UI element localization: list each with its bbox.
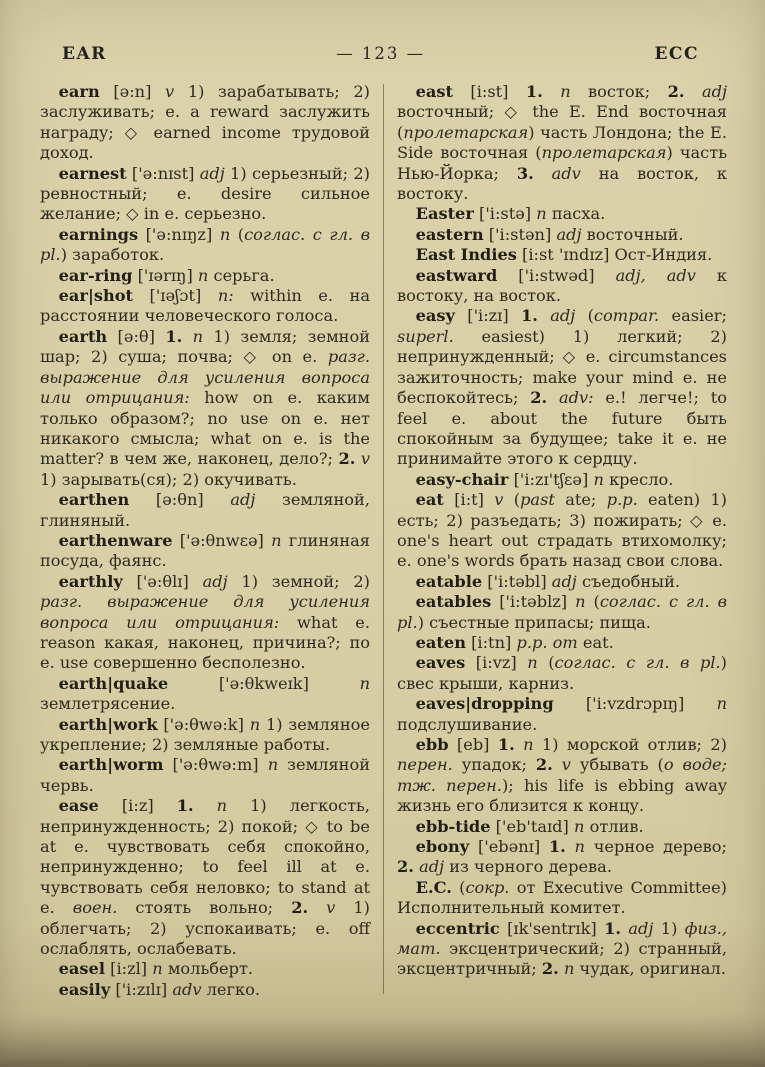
entry-text: ['i:stə] — [473, 204, 537, 224]
entry-text: съедобный. — [576, 571, 680, 591]
grammar-label: adv — [551, 163, 581, 183]
entry-text: ['ə:nɪst] — [126, 163, 200, 183]
entry-text: ( — [585, 592, 600, 612]
entry-text: ['i:təbl] — [482, 571, 552, 591]
entry-text: 1) земля; земной шар; 2) суша; почва; ◇ on e. — [40, 326, 370, 367]
grammar-label: n — [192, 326, 204, 346]
dictionary-entry — [40, 490, 370, 531]
entry-text — [685, 82, 702, 101]
entry-text: [i:zl] — [104, 959, 153, 979]
entry-text: на восток, к востоку. — [397, 163, 727, 204]
entry-text: [i:st] — [453, 82, 526, 101]
entry-text: стоять вольно; — [117, 898, 292, 918]
entry-text: 1) морской отлив; 2) — [533, 735, 727, 754]
dictionary-entry — [40, 796, 370, 959]
grammar-label: adj — [550, 306, 576, 326]
entry-text: ['ə:nɪŋz] — [138, 224, 220, 244]
headword: eaves — [415, 653, 466, 673]
entry-text: 1) облегчать; 2) успокаивать; e. off ослаблять, ослабевать. — [40, 898, 370, 959]
grammar-label: n — [271, 530, 282, 550]
entry-text: от Executive Committee) Исполнительный комитет. — [397, 877, 727, 918]
grammar-label: past — [520, 490, 555, 510]
grammar-label: воен. — [72, 898, 118, 918]
grammar-label: n — [716, 694, 727, 714]
grammar-label: пролетарская — [403, 122, 529, 142]
entry-text: ( — [230, 224, 245, 244]
grammar-label: n — [574, 837, 585, 857]
column-right — [397, 82, 727, 1000]
headword: east — [415, 82, 454, 101]
entry-text: [ə:θn] — [129, 490, 231, 510]
guide-word-right: ECC — [654, 44, 699, 64]
grammar-label: adj — [551, 571, 577, 591]
sense-number: 3. — [516, 163, 534, 183]
entry-text: ['ə:θkweɪk] — [168, 673, 360, 693]
entry-text — [553, 755, 562, 774]
entry-text: 1) серьезный; 2) ревностный; e. desire сильное желание; ◇ in e. серьезно. — [40, 163, 370, 224]
dictionary-entry — [40, 755, 370, 796]
entry-text — [543, 82, 560, 101]
entry-text: [i:st 'ɪndɪz] Ост-Индия. — [516, 245, 713, 265]
headword: easel — [58, 959, 105, 979]
grammar-label: adv: — [558, 388, 594, 408]
dictionary-entry — [40, 286, 370, 327]
entry-text: легко. — [201, 979, 260, 999]
entry-text: земляной, глиняный. — [40, 490, 370, 530]
entry-text: [i:t] — [443, 490, 495, 510]
dictionary-entry — [397, 735, 727, 817]
entry-text: ['i:zɪ] — [454, 306, 521, 326]
dictionary-entry — [397, 572, 727, 592]
entry-text: к востоку, на восток. — [397, 265, 728, 306]
entry-text: ) свес крыши, карниз. — [397, 653, 727, 693]
dictionary-entry — [397, 817, 727, 837]
entry-text: ( — [575, 306, 594, 326]
dictionary-entry — [40, 225, 370, 266]
headword: ebony — [415, 837, 470, 857]
headword: earthen — [58, 490, 130, 510]
entry-text: отлив. — [584, 816, 644, 836]
dictionary-entry — [40, 327, 370, 490]
headword: ebb-tide — [415, 816, 491, 836]
entry-text: what e. reason какая, наконец, причина?; по e. use совершенно бесполезно. — [40, 612, 370, 673]
grammar-label: adv — [172, 979, 202, 999]
grammar-label: n — [197, 265, 209, 285]
entry-text: ( — [503, 490, 521, 510]
page-number: — 123 — — [336, 44, 426, 63]
headword: easy-chair — [415, 469, 509, 489]
entry-text — [566, 837, 575, 856]
grammar-label: разг. выражение для усиления вопроса или отрицания: — [40, 592, 370, 632]
dictionary-entry — [397, 592, 727, 633]
headword: easily — [58, 979, 111, 999]
dictionary-entry — [40, 82, 370, 164]
entry-text: ate; — [554, 490, 607, 510]
entry-text: ['ebənɪ] — [469, 837, 549, 857]
entry-text: ['ə:θnwɛə] — [172, 530, 272, 550]
dictionary-entry — [397, 306, 727, 469]
entry-text: 1) — [653, 918, 685, 938]
grammar-label: соглас. с гл. в pl. — [397, 592, 728, 632]
grammar-label: adj — [199, 163, 225, 183]
entry-text: [ɪk'sentrɪk] — [499, 918, 605, 938]
entry-text: глиняная посуда, фаянс. — [40, 530, 370, 571]
grammar-label: перен. — [397, 755, 453, 775]
entry-text: ['i:stən] — [483, 224, 557, 244]
sense-number: 1. — [497, 735, 515, 754]
grammar-label: adj — [701, 82, 727, 101]
headword: eat — [415, 490, 444, 510]
sense-number: 1. — [604, 918, 621, 938]
column-divider — [383, 84, 384, 994]
grammar-label: n — [523, 735, 534, 754]
grammar-label: n — [575, 592, 586, 612]
headword: Easter — [415, 204, 474, 224]
grammar-label: v — [360, 449, 370, 469]
grammar-label: superl. — [397, 326, 454, 346]
entry-text: ['ə:θlɪ] — [122, 571, 203, 591]
sense-number: 2. — [541, 959, 559, 979]
grammar-label: adj — [556, 224, 582, 244]
headword: East Indies — [415, 245, 517, 265]
entry-text: ) часть Нью-Йорка; — [397, 143, 728, 183]
dictionary-entry — [40, 674, 370, 715]
entry-text: ['i:zɪlɪ] — [110, 979, 173, 999]
grammar-label: n — [563, 959, 575, 979]
entry-text: 1) зарывать(ся); 2) окучивать. — [40, 469, 297, 489]
grammar-label: n: — [217, 286, 234, 306]
grammar-label: n — [152, 959, 163, 979]
dictionary-entry — [397, 225, 727, 245]
entry-text: ['ɪəʃɔt] — [133, 286, 218, 306]
grammar-label: adj — [419, 857, 445, 877]
grammar-label: v — [326, 898, 336, 918]
dictionary-entry — [40, 572, 370, 674]
entry-text — [515, 735, 523, 754]
entry-text: ( — [451, 877, 466, 897]
entry-text: пасха. — [546, 204, 606, 224]
grammar-label: v — [494, 490, 504, 510]
entry-text: 1) земляное укрепление; 2) земляные работы. — [40, 714, 370, 754]
dictionary-entry — [397, 245, 727, 265]
grammar-label: adj — [628, 918, 654, 938]
entry-text: убывать ( — [570, 755, 664, 775]
entry-text: [i:vz] — [465, 653, 528, 673]
dictionary-entry — [40, 266, 370, 286]
grammar-label: adj — [230, 490, 256, 510]
dictionary-entry — [397, 470, 727, 490]
dictionary-entry — [397, 82, 727, 204]
dictionary-entry — [397, 878, 727, 919]
entry-text — [547, 388, 559, 407]
grammar-label: n — [219, 224, 231, 244]
entry-text: черное дерево; — [584, 837, 727, 857]
entry-text — [534, 164, 552, 183]
dictionary-columns — [0, 78, 765, 1000]
dictionary-entry — [397, 633, 727, 653]
grammar-label: adj — [202, 571, 228, 591]
entry-text: ) часть Лондона; the E. Side восточная ( — [397, 122, 727, 163]
grammar-label: n — [527, 653, 538, 673]
entry-text: из черного дерева. — [444, 857, 612, 877]
sense-number: 2. — [667, 82, 685, 101]
grammar-label: n — [593, 469, 604, 489]
dictionary-entry — [397, 490, 727, 572]
headword: earth|worm — [58, 755, 164, 775]
sense-number: 2. — [338, 449, 356, 469]
grammar-label: пролетарская — [541, 143, 667, 163]
entry-text: eat. — [577, 632, 614, 652]
grammar-label: сокр. — [465, 877, 510, 897]
entry-text — [308, 898, 326, 917]
entry-text: [i:tn] — [465, 632, 517, 652]
entry-text: ['ə:θwə:m] — [163, 755, 268, 775]
entry-text: эксцентрический; 2) странный, эксцентричный; — [397, 939, 727, 979]
grammar-label: n — [560, 82, 571, 101]
entry-text: подслушивание. — [397, 714, 538, 734]
page-header — [0, 0, 765, 78]
entry-text: кресло. — [603, 469, 674, 489]
entry-text: [i:z] — [98, 796, 177, 816]
headword: ear|shot — [58, 286, 133, 306]
entry-text: ); his life is ebbing away жизнь его близится к концу. — [397, 775, 728, 816]
dictionary-entry — [397, 837, 727, 878]
entry-text — [194, 796, 217, 815]
headword: ease — [58, 796, 99, 816]
grammar-label: p.p. от — [516, 632, 578, 652]
headword: eaten — [415, 632, 466, 652]
grammar-label: соглас. с гл. в pl. — [40, 224, 370, 265]
entry-text: 1) зарабатывать; 2) заслуживать; e. a reward заслужить награду; ◇ earned income трудовой доход. — [40, 82, 370, 163]
dictionary-entry — [40, 959, 370, 979]
dictionary-entry — [40, 164, 370, 225]
grammar-label: v — [165, 82, 175, 101]
sense-number: 1. — [176, 796, 194, 816]
headword: eatable — [415, 571, 483, 591]
headword: earnings — [58, 224, 139, 244]
entry-text: ) заработок. — [60, 245, 165, 265]
entry-text — [538, 306, 550, 325]
headword: eatables — [415, 592, 492, 612]
grammar-label: физ., мат. — [397, 918, 727, 959]
dictionary-entry — [397, 919, 727, 980]
headword: earn — [58, 82, 100, 101]
entry-text: ['i:stwəd] — [497, 265, 616, 285]
entry-text: 1) земной; 2) — [227, 571, 370, 591]
column-left — [40, 82, 370, 1000]
sense-number: 1. — [165, 326, 183, 346]
sense-number: 2. — [530, 388, 548, 408]
headword: earth|quake — [58, 673, 169, 693]
entry-text: within e. на расстоянии человеческого голоса. — [40, 286, 370, 326]
entry-text: мольберт. — [162, 959, 254, 979]
grammar-label: соглас. с гл. в pl. — [554, 653, 721, 673]
guide-word-left: EAR — [62, 44, 107, 64]
entry-text — [182, 327, 192, 346]
sense-number: 2. — [397, 857, 414, 877]
grammar-label: p.p. — [606, 490, 638, 510]
headword: ear-ring — [58, 265, 133, 285]
entry-text: землетрясение. — [40, 694, 176, 714]
entry-text: ) съестные припасы; пища. — [417, 612, 651, 632]
dictionary-entry — [40, 980, 370, 1000]
entry-text: easiest) 1) легкий; 2) непринужденный; ◇ e. circumstances зажиточность; make your mind e. не беспокойтесь; — [397, 326, 727, 408]
headword: eaves|dropping — [415, 694, 554, 714]
entry-text: упадок; — [452, 755, 536, 775]
entry-text: 1) легкость, непринужденность; 2) покой; ◇ to be at e. чувствовать себя спокойно, непринужденно; to feel ill at e. чувствовать себя неловко; to stand at e. — [40, 796, 370, 918]
grammar-label: compar. — [593, 306, 660, 326]
grammar-label: о воде; тж. перен. — [397, 755, 727, 795]
entry-text: ['eb'taɪd] — [490, 816, 574, 836]
headword: earthly — [58, 571, 123, 591]
grammar-label: n — [267, 755, 279, 775]
dictionary-entry — [397, 694, 727, 735]
entry-text: чудак, оригинал. — [574, 959, 726, 979]
entry-text: серьга. — [208, 265, 275, 285]
entry-text: восточный; ◇ the E. End восточная ( — [397, 102, 727, 142]
dictionary-entry — [40, 531, 370, 572]
headword: earnest — [58, 163, 127, 183]
entry-text: ( — [537, 653, 555, 673]
entry-text: ['ɪərɪŋ] — [132, 265, 198, 285]
entry-text: eaten) 1) есть; 2) разъедать; 3) пожирать; ◇ e. one's heart out страдать втихомолку; e. one's words брать назад свои слова. — [397, 490, 728, 571]
headword: eastward — [415, 265, 498, 285]
sense-number: 1. — [520, 306, 538, 326]
headword: eastern — [415, 224, 484, 244]
entry-text: ['ə:θwə:k] — [157, 714, 250, 734]
sense-number: 2. — [291, 898, 309, 918]
grammar-label: n — [536, 204, 547, 224]
dictionary-entry — [397, 204, 727, 224]
entry-text: ['i:təblz] — [491, 592, 576, 612]
sense-number: 1. — [525, 82, 543, 101]
entry-text: ['i:zɪ'tʃɛə] — [508, 469, 594, 489]
grammar-label: n — [359, 673, 370, 693]
grammar-label: n — [574, 816, 585, 836]
headword: eccentric — [415, 918, 500, 938]
sense-number: 1. — [548, 837, 566, 857]
entry-text: ['i:vzdrɔpɪŋ] — [553, 694, 717, 714]
dictionary-entry — [397, 266, 727, 307]
entry-text: восток; — [570, 82, 668, 101]
headword: E.C. — [415, 877, 452, 897]
headword: ebb — [415, 735, 449, 754]
entry-text: восточный. — [581, 224, 684, 244]
sense-number: 2. — [535, 755, 553, 775]
grammar-label: adj, adv — [615, 265, 696, 285]
grammar-label: n — [249, 714, 261, 734]
grammar-label: n — [216, 796, 228, 816]
grammar-label: v — [561, 755, 571, 775]
dictionary-entry — [397, 653, 727, 694]
entry-text: how on e. каким только образом?; no use on e. нет никакого смысла; what on e. is the matter? в чем же, наконец, дело?; — [40, 388, 370, 469]
entry-text: [ə:n] — [99, 82, 166, 101]
headword: earth|work — [58, 714, 158, 734]
entry-text: [ə:θ] — [107, 326, 166, 346]
entry-text: земляной червь. — [40, 755, 371, 795]
entry-text: e.! легче!; to feel e. about the future быть спокойным за будущее; take it e. не принимайте этого к сердцу. — [397, 388, 727, 469]
headword: easy — [415, 306, 455, 326]
entry-text: [eb] — [448, 735, 498, 754]
dictionary-entry — [40, 715, 370, 756]
grammar-label: разг. выражение для усиления вопроса или отрицания: — [40, 347, 370, 408]
headword: earth — [58, 326, 108, 346]
entry-text: easier; — [659, 306, 727, 326]
headword: earthenware — [58, 530, 173, 550]
